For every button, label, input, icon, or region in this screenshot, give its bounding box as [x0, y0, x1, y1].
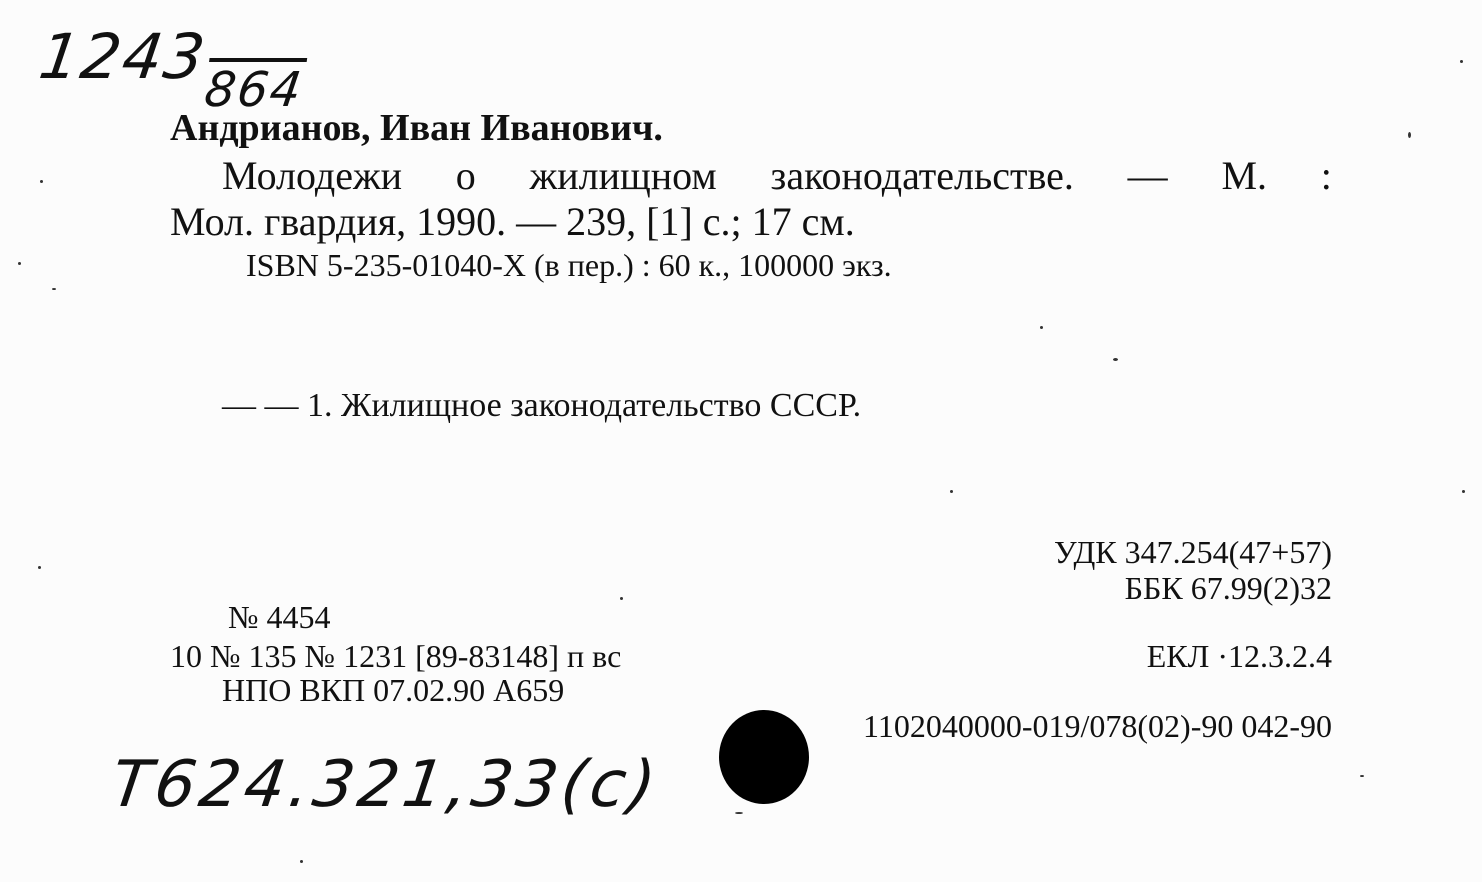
speckle [1360, 775, 1364, 777]
speckle [1040, 326, 1043, 329]
title-word: о [455, 153, 476, 198]
handwritten-subnumber: 864 [201, 62, 307, 118]
speckle [1462, 490, 1465, 493]
title-line-1 [222, 152, 1332, 199]
classification-code: 1102040000-019/078(02)-90 042-90 [863, 708, 1332, 744]
print-info-line-2: НПО ВКП 07.02.90 А659 [222, 672, 565, 708]
speckle [620, 597, 623, 600]
handwritten-shelf-mark: Т624.321,33(с) [106, 748, 664, 822]
handwritten-number: 1243 [34, 20, 211, 93]
author-heading: Андрианов, Иван Иванович. [170, 107, 663, 149]
speckle [18, 262, 21, 265]
print-info-line-1: 10 № 135 № 1231 [89-83148] п вс [170, 638, 622, 674]
title-word: : [1320, 153, 1332, 198]
speckle [735, 812, 743, 814]
speckle [1113, 358, 1118, 361]
speckle [40, 180, 43, 183]
speckle [1408, 132, 1411, 138]
publication-info: Мол. гвардия, 1990. — 239, [1] с.; 17 см. [170, 199, 855, 244]
udk-code: УДК 347.254(47+57) [1054, 534, 1332, 570]
ekl-code: ЕКЛ ·12.3.2.4 [1146, 638, 1332, 674]
title-word: — [1127, 153, 1168, 198]
isbn-line: ISBN 5-235-01040-X (в пер.) : 60 к., 100000 экз. [246, 247, 892, 283]
speckle [38, 566, 41, 569]
speckle [52, 288, 56, 290]
handwritten-call-number [34, 20, 313, 118]
speckle [1460, 60, 1463, 63]
speckle [950, 490, 953, 493]
title-word: Молодежи [222, 153, 402, 198]
speckle [300, 860, 303, 863]
bbk-code: ББК 67.99(2)32 [1124, 570, 1332, 606]
title-word: жилищном [529, 153, 717, 198]
card-number: № 4454 [228, 599, 331, 635]
title-word: законодательстве. [770, 153, 1074, 198]
subject-heading: — — 1. Жилищное законодательство СССР. [222, 387, 862, 424]
title-word: М. [1221, 153, 1268, 198]
